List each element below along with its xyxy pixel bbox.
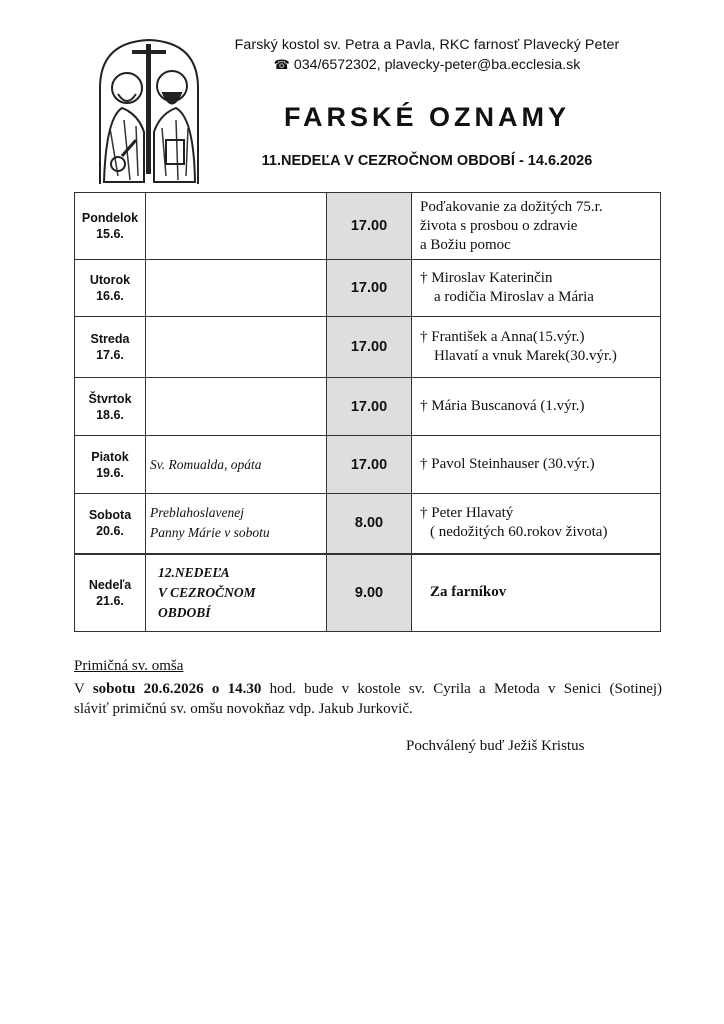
day-cell: Nedeľa 21.6. bbox=[75, 554, 146, 632]
time-cell: 17.00 bbox=[327, 436, 412, 494]
note-heading: Primičná sv. omša bbox=[74, 658, 184, 674]
table-row bbox=[75, 554, 661, 632]
feast-cell bbox=[146, 378, 327, 436]
intention-cell: † František a Anna(15.výr.) Hlavatí a vnuk Marek(30.výr.) bbox=[412, 317, 661, 378]
table-row bbox=[75, 193, 661, 260]
day-cell: Piatok 19.6. bbox=[75, 436, 146, 494]
mass-schedule-table bbox=[74, 192, 661, 632]
time-cell: 17.00 bbox=[327, 317, 412, 378]
contact-text: 034/6572302, plavecky-peter@ba.ecclesia.sk bbox=[293, 57, 581, 73]
intention-cell: Poďakovanie za dožitých 75.r. života s prosbou o zdravie a Božiu pomoc bbox=[412, 193, 661, 260]
table-row bbox=[75, 436, 661, 494]
time-cell: 9.00 bbox=[327, 554, 412, 632]
feast-cell bbox=[146, 317, 327, 378]
intention-cell: † Mária Buscanová (1.výr.) bbox=[412, 378, 661, 436]
feast-cell: Sv. Romualda, opáta bbox=[146, 436, 327, 494]
day-cell: Utorok 16.6. bbox=[75, 260, 146, 317]
page-subtitle: 11.NEDEĽA V CEZROČNOM OBDOBÍ - 14.6.2026 bbox=[261, 153, 593, 169]
time-cell: 17.00 bbox=[327, 378, 412, 436]
intention-cell: † Miroslav Katerinčin a rodičia Miroslav a Mária bbox=[412, 260, 661, 317]
note-line-1: V sobotu 20.6.2026 o 14.30 hod. bude v kostole sv. Cyrila a Metoda v Senici (Sotinej) bbox=[74, 681, 663, 697]
intention-cell: † Peter Hlavatý ( nedožitých 60.rokov života) bbox=[412, 494, 661, 554]
feast-cell bbox=[146, 193, 327, 260]
time-cell: 17.00 bbox=[327, 260, 412, 317]
table-row bbox=[75, 378, 661, 436]
closing-greeting: Pochválený buď Ježiš Kristus bbox=[406, 738, 585, 754]
day-cell: Pondelok 15.6. bbox=[75, 193, 146, 260]
telephone-icon: ☎ bbox=[273, 57, 290, 72]
feast-cell bbox=[146, 260, 327, 317]
table-row bbox=[75, 260, 661, 317]
saints-peter-paul-logo bbox=[96, 36, 202, 186]
table-row bbox=[75, 317, 661, 378]
time-cell: 17.00 bbox=[327, 193, 412, 260]
feast-cell: 12.NEDEĽA V CEZROČNOM OBDOBÍ bbox=[146, 554, 327, 632]
day-cell: Sobota 20.6. bbox=[75, 494, 146, 554]
page-title: FARSKÉ OZNAMY bbox=[283, 102, 570, 132]
note-line-2: sláviť primičnú sv. omšu novokňaz vdp. Jakub Jurkovič. bbox=[74, 701, 413, 717]
day-cell: Streda 17.6. bbox=[75, 317, 146, 378]
intention-cell: † Pavol Steinhauser (30.výr.) bbox=[412, 436, 661, 494]
parish-name: Farský kostol sv. Petra a Pavla, RKC farnosť Plavecký Peter bbox=[234, 37, 620, 53]
contact-line bbox=[212, 57, 642, 73]
feast-cell: Preblahoslavenej Panny Márie v sobotu bbox=[146, 494, 327, 554]
day-cell: Štvrtok 18.6. bbox=[75, 378, 146, 436]
intention-cell: Za farníkov bbox=[412, 554, 661, 632]
table-row bbox=[75, 494, 661, 554]
note-body bbox=[74, 679, 662, 719]
time-cell: 8.00 bbox=[327, 494, 412, 554]
